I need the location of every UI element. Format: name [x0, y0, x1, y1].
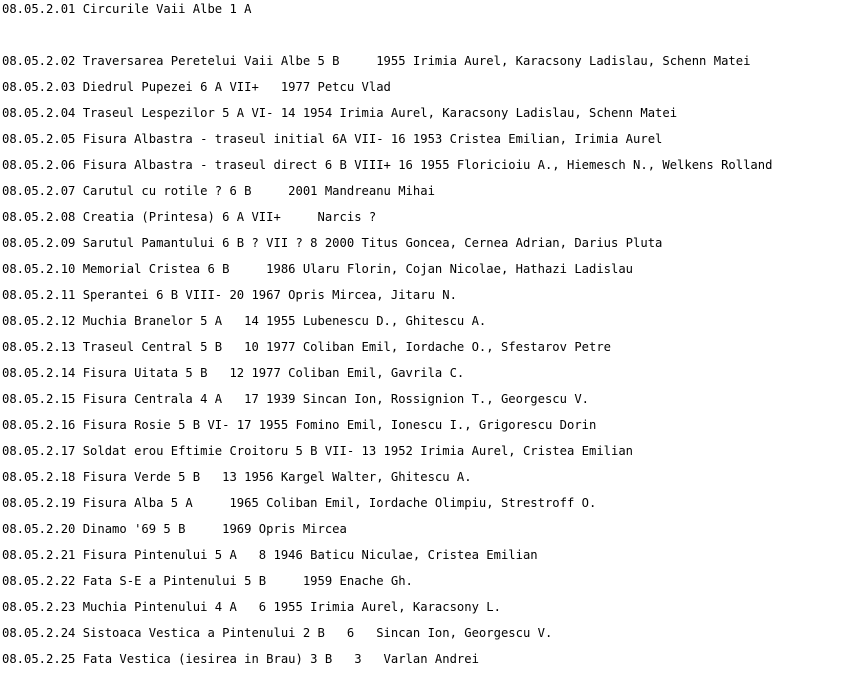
route-line: 08.05.2.10 Memorial Cristea 6 B 1986 Ularu Florin, Cojan Nicolae, Hathazi Ladislau	[2, 262, 634, 276]
route-line: 08.05.2.16 Fisura Rosie 5 B VI- 17 1955 Fomino Emil, Ionescu I., Grigorescu Dorin	[2, 418, 597, 432]
route-line: 08.05.2.24 Sistoaca Vestica a Pintenului 2 B 6 Sincan Ion, Georgescu V.	[2, 626, 553, 640]
route-line: 08.05.2.20 Dinamo '69 5 B 1969 Opris Mircea	[2, 522, 347, 536]
route-line: 08.05.2.15 Fisura Centrala 4 A 17 1939 Sincan Ion, Rossignion T., Georgescu V.	[2, 392, 589, 406]
route-line: 08.05.2.19 Fisura Alba 5 A 1965 Coliban Emil, Iordache Olimpiu, Strestroff O.	[2, 496, 597, 510]
route-line: 08.05.2.03 Diedrul Pupezei 6 A VII+ 1977 Petcu Vlad	[2, 80, 391, 94]
route-line: 08.05.2.02 Traversarea Peretelui Vaii Albe 5 B 1955 Irimia Aurel, Karacsony Ladislau, Schenn Matei	[2, 54, 751, 68]
route-line: 08.05.2.09 Sarutul Pamantului 6 B ? VII ? 8 2000 Titus Goncea, Cernea Adrian, Darius Pluta	[2, 236, 663, 250]
route-line: 08.05.2.07 Carutul cu rotile ? 6 B 2001 Mandreanu Mihai	[2, 184, 435, 198]
route-line: 08.05.2.11 Sperantei 6 B VIII- 20 1967 Opris Mircea, Jitaru N.	[2, 288, 457, 302]
route-line: 08.05.2.17 Soldat erou Eftimie Croitoru 5 B VII- 13 1952 Irimia Aurel, Cristea Emilian	[2, 444, 634, 458]
route-line: 08.05.2.05 Fisura Albastra - traseul initial 6A VII- 16 1953 Cristea Emilian, Irimia Aurel	[2, 132, 663, 146]
route-line: 08.05.2.01 Circurile Vaii Albe 1 A	[2, 2, 252, 16]
route-line: 08.05.2.14 Fisura Uitata 5 B 12 1977 Coliban Emil, Gavrila C.	[2, 366, 465, 380]
route-line: 08.05.2.12 Muchia Branelor 5 A 14 1955 Lubenescu D., Ghitescu A.	[2, 314, 487, 328]
route-line: 08.05.2.18 Fisura Verde 5 B 13 1956 Kargel Walter, Ghitescu A.	[2, 470, 472, 484]
route-line: 08.05.2.13 Traseul Central 5 B 10 1977 Coliban Emil, Iordache O., Sfestarov Petre	[2, 340, 612, 354]
route-line: 08.05.2.25 Fata Vestica (iesirea in Brau) 3 B 3 Varlan Andrei	[2, 652, 479, 666]
route-list-document	[2, 0, 851, 676]
route-line: 08.05.2.21 Fisura Pintenului 5 A 8 1946 Baticu Niculae, Cristea Emilian	[2, 548, 538, 562]
route-line: 08.05.2.04 Traseul Lespezilor 5 A VI- 14 1954 Irimia Aurel, Karacsony Ladislau, Schenn Matei	[2, 106, 678, 120]
route-line: 08.05.2.22 Fata S-E a Pintenului 5 B 1959 Enache Gh.	[2, 574, 413, 588]
route-line: 08.05.2.08 Creatia (Printesa) 6 A VII+ Narcis ?	[2, 210, 377, 224]
route-line: 08.05.2.23 Muchia Pintenului 4 A 6 1955 Irimia Aurel, Karacsony L.	[2, 600, 501, 614]
blank-line	[2, 26, 851, 52]
route-line: 08.05.2.06 Fisura Albastra - traseul direct 6 B VIII+ 16 1955 Floricioiu A., Hiemesch N., Welkens Rolland	[2, 158, 773, 172]
